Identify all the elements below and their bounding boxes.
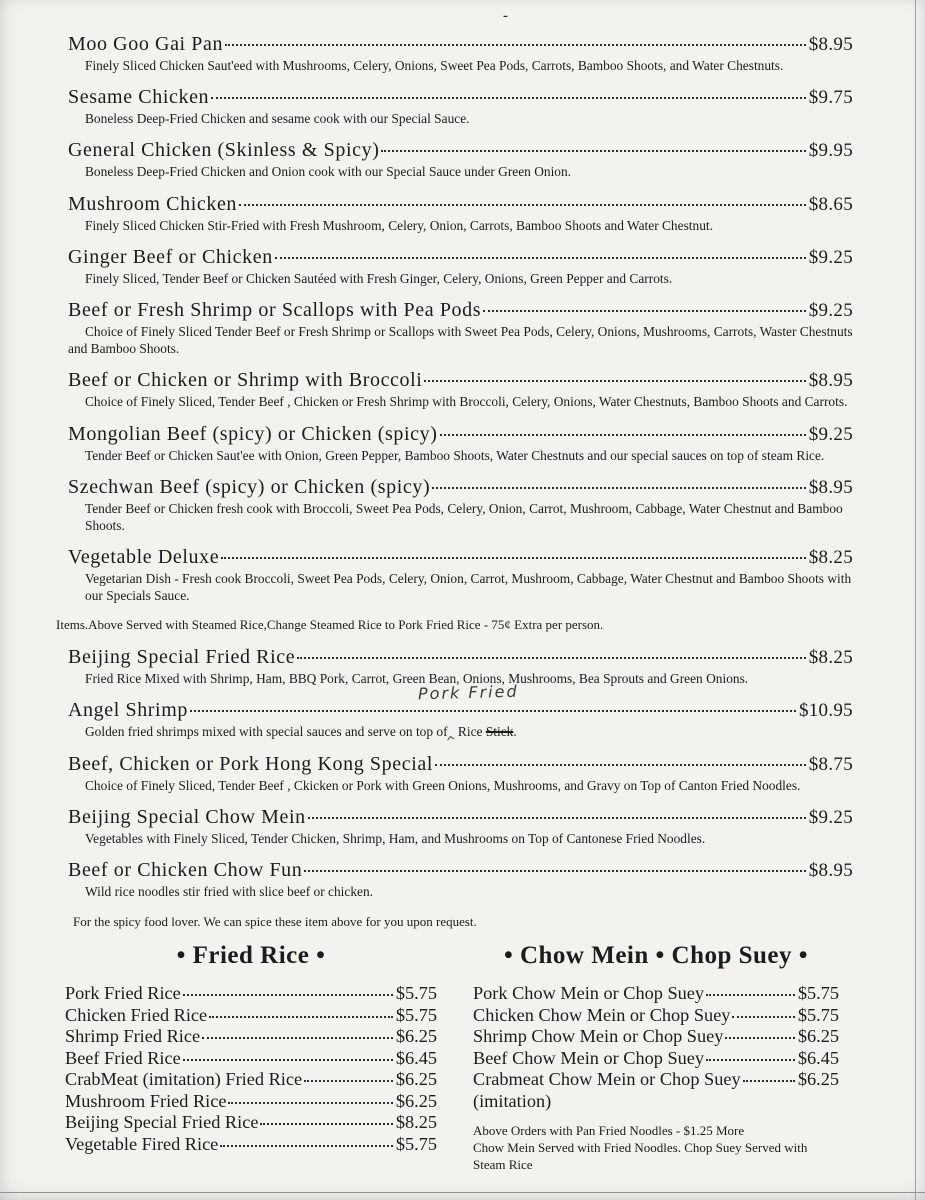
dot-leader (732, 1016, 794, 1018)
chow-mein-list (473, 983, 839, 1112)
item-price: $6.25 (395, 1069, 437, 1089)
price-row (473, 1005, 839, 1027)
dot-leader (202, 1037, 393, 1039)
entree-title-line (68, 33, 853, 56)
dot-leader (432, 487, 806, 489)
item-name: Pork Fried Rice (65, 983, 181, 1003)
bottom-sections (65, 942, 839, 1173)
entree-row (68, 806, 853, 847)
price-row (473, 1069, 839, 1091)
item-name: Mushroom Fried Rice (65, 1090, 227, 1111)
dot-leader (220, 1145, 393, 1147)
entree-price: $8.75 (808, 754, 853, 776)
insert-caret-mark: ^ (444, 733, 458, 751)
entree-description: Boneless Deep-Fried Chicken and Onion cook with our Special Sauce under Green Onion. (85, 164, 572, 180)
price-row (65, 1048, 437, 1070)
entree-row (68, 681, 853, 751)
item-price: $6.25 (395, 1090, 437, 1111)
imitation-note: (imitation) (473, 1090, 552, 1111)
entree-name: Beef or Fresh Shrimp or Scallops with Pea Pods (68, 299, 482, 322)
dot-leader (304, 870, 805, 872)
entree-description: Tender Beef or Chicken fresh cook with Broccoli, Sweet Pea Pods, Celery, Onion, Carrot, Mushroom, Cabbage, Water Chestnut and Bamboo Shoots. (85, 500, 843, 534)
item-name: Beef Chow Mein or Chop Suey (473, 1047, 705, 1068)
dot-leader (275, 257, 806, 259)
price-row (473, 1048, 839, 1070)
entree-row (68, 299, 853, 357)
item-price: $6.45 (395, 1047, 437, 1068)
item-name: CrabMeat (imitation) Fried Rice (65, 1069, 303, 1089)
entree-price: $9.25 (808, 423, 853, 445)
entree-row (68, 753, 853, 794)
entree-name: Beijing Special Fried Rice (68, 645, 296, 668)
column-note: Chow Mein Served with Fried Noodles. Chop Suey Served with Steam Rice (473, 1140, 808, 1172)
dot-leader (424, 380, 805, 382)
menu-note: Items.Above Served with Steamed Rice,Change Steamed Rice to Pork Fried Rice - 75¢ Extra per person. (56, 616, 604, 632)
entree-name: Beef or Chicken or Shrimp with Broccoli (68, 369, 423, 392)
price-row (65, 1026, 437, 1048)
price-row (65, 1091, 437, 1113)
entree-description: Choice of Finely Sliced Tender Beef or Fresh Shrimp or Scallops with Sweet Pea Pods, Celery, Onions, Mushrooms, Carrots, Waster Chestnuts and Bamboo Shoots. (68, 324, 853, 357)
chow-mein-title: • Chow Mein • Chop Suey • (503, 942, 809, 969)
dot-leader (260, 1123, 392, 1125)
item-price: $6.45 (797, 1047, 839, 1068)
item-price: $5.75 (395, 1004, 437, 1025)
entree-description: Finely Sliced Chicken Stir-Fried with Fresh Mushroom, Celery, Onion, Carrots, Bamboo Shoots and Water Chestnut. (85, 217, 713, 233)
item-name: Vegetable Fired Rice (65, 1133, 219, 1154)
dot-leader (725, 1037, 795, 1039)
dot-leader (381, 150, 805, 152)
entree-description: Vegetarian Dish - Fresh cook Broccoli, Sweet Pea Pods, Celery, Onion, Carrot, Mushroom, Cabbage, Water Chestnut and Bamboo Shoots with our Specials Sauce. (85, 571, 852, 604)
entree-name: Moo Goo Gai Pan (68, 33, 224, 55)
entree-title-line (68, 646, 853, 669)
menu-note: For the spicy food lover. We can spice these item above for you upon request. (73, 913, 477, 929)
entree-price: $9.75 (808, 87, 853, 109)
section-fried-rice (65, 942, 437, 1173)
item-name: Chicken Fried Rice (65, 1004, 208, 1025)
entree-name: Vegetable Deluxe (68, 546, 220, 569)
entree-name: Mushroom Chicken (68, 192, 238, 215)
dot-leader (183, 994, 393, 996)
entree-row (68, 423, 853, 464)
item-price: $5.75 (797, 983, 839, 1003)
entree-description: Vegetables with Finely Sliced, Tender Chicken, Shrimp, Ham, and Mushrooms on Top of Cantonese Fried Noodles. (85, 831, 706, 847)
entree-title-line (68, 806, 853, 829)
entree-name: Angel Shrimp (68, 698, 188, 721)
entree-name: Sesame Chicken (68, 86, 210, 109)
dot-leader (304, 1080, 393, 1082)
dot-leader (225, 44, 806, 46)
entree-title-line (68, 369, 853, 392)
entree-price: $8.95 (808, 34, 853, 55)
entree-description: Wild rice noodles stir fried with slice beef or chicken. (85, 884, 374, 900)
entree-name: Szechwan Beef (spicy) or Chicken (spicy) (68, 475, 431, 498)
item-name: Chicken Chow Mein or Chop Suey (473, 1004, 731, 1025)
item-price: $6.25 (395, 1026, 437, 1046)
entree-price: $8.65 (808, 193, 853, 215)
dot-leader (440, 434, 806, 436)
price-row (65, 1134, 437, 1156)
item-price: $8.25 (395, 1112, 437, 1132)
item-price: $5.75 (797, 1004, 839, 1025)
dot-leader (228, 1102, 392, 1104)
entree-title-line (68, 476, 853, 499)
entree-name: Beef or Chicken Chow Fun (68, 859, 303, 882)
item-price: $5.75 (395, 1133, 437, 1154)
entree-description: Finely Sliced Chicken Saut'eed with Mushrooms, Celery, Onions, Sweet Pea Pods, Carrots, Bamboo Shoots, and Water Chestnuts. (85, 58, 784, 73)
entree-row (68, 246, 853, 287)
entree-row (68, 33, 853, 74)
entree-row (68, 476, 853, 534)
entree-title-line (68, 546, 853, 569)
entree-name: General Chicken (Skinless & Spicy) (68, 139, 380, 162)
entree-description: Boneless Deep-Fried Chicken and sesame cook with our Special Sauce. (85, 111, 470, 127)
entree-price: $8.25 (808, 646, 853, 668)
entree-row (68, 859, 853, 900)
chow-mein-notes (473, 1122, 839, 1173)
entree-name: Beijing Special Chow Mein (68, 806, 306, 829)
item-name: Shrimp Fried Rice (65, 1026, 201, 1046)
entree-title-line (68, 423, 853, 446)
item-name: Beef Fried Rice (65, 1047, 181, 1068)
entree-description: Finely Sliced, Tender Beef or Chicken Sautéed with Fresh Ginger, Celery, Onions, Green Pepper and Carrots. (85, 270, 673, 286)
entree-title-line (68, 699, 853, 722)
entree-name: Ginger Beef or Chicken (68, 245, 273, 268)
page-number-mark: - (503, 8, 508, 24)
entree-name: Mongolian Beef (spicy) or Chicken (spicy) (68, 422, 438, 445)
fried-rice-title: • Fried Rice • (176, 942, 326, 969)
item-name: Crabmeat Chow Mein or Chop Suey (473, 1069, 741, 1089)
entree-name: Beef, Chicken or Pork Hong Kong Special (68, 753, 434, 776)
entree-description: Fried Rice Mixed with Shrimp, Ham, BBQ Pork, Carrot, Green Bean, Onions, Mushrooms, Bea Sprouts and Green Onions. (85, 670, 749, 686)
dot-leader (483, 310, 806, 312)
entree-price: $8.95 (808, 476, 853, 498)
entree-price: $9.25 (808, 300, 853, 322)
column-note: Above Orders with Pan Fried Noodles - $1.25 More (473, 1123, 745, 1138)
entree-title-line (68, 753, 853, 776)
strikethrough-word: Stick (485, 723, 514, 739)
item-price: $5.75 (395, 983, 437, 1003)
entree-description: Golden fried shrimps mixed with special sauces and serve on top of^ Rice Stick. (85, 723, 517, 751)
entree-row (68, 646, 853, 687)
dot-leader (209, 1016, 393, 1018)
price-row (473, 1026, 839, 1048)
entree-price: $8.95 (808, 370, 853, 392)
handwritten-annotation: Pork Fried (417, 681, 519, 704)
entree-row (68, 139, 853, 180)
item-price: $6.25 (797, 1026, 839, 1046)
item-name: Shrimp Chow Mein or Chop Suey (473, 1026, 724, 1046)
price-row (65, 1005, 437, 1027)
price-row (65, 1112, 437, 1134)
entree-title-line (68, 139, 853, 162)
entree-price: $9.25 (808, 246, 853, 268)
entree-row (68, 546, 853, 604)
entree-section (56, 33, 853, 943)
dot-leader (435, 764, 806, 766)
dot-leader (190, 710, 796, 712)
entree-price: $8.25 (808, 547, 853, 569)
item-name: Pork Chow Mein or Chop Suey (473, 983, 705, 1003)
entree-row (68, 369, 853, 410)
dot-leader (221, 557, 806, 559)
entree-description: Choice of Finely Sliced, Tender Beef , Ckicken or Pork with Green Onions, Mushrooms, and Gravy on Top of Canton Fried Noodles. (85, 778, 801, 794)
dot-leader (239, 204, 806, 206)
dot-leader (706, 994, 795, 996)
dot-leader (297, 657, 806, 659)
dot-leader (706, 1059, 795, 1061)
fried-rice-list (65, 983, 437, 1155)
entree-price: $9.95 (808, 140, 853, 162)
dot-leader (743, 1080, 795, 1082)
item-name: Beijing Special Fried Rice (65, 1112, 259, 1132)
entree-title-line (68, 246, 853, 269)
entree-price: $10.95 (798, 699, 853, 721)
entree-row (68, 86, 853, 127)
entree-title-line (68, 859, 853, 882)
dot-leader (183, 1059, 393, 1061)
price-row (65, 983, 437, 1005)
section-chow-mein-chop-suey (473, 942, 839, 1173)
entree-price: $8.95 (808, 860, 853, 882)
price-row (473, 983, 839, 1005)
price-row (65, 1069, 437, 1091)
dot-leader (211, 97, 806, 99)
entree-title-line (68, 86, 853, 109)
dot-leader (308, 817, 806, 819)
entree-row (68, 193, 853, 234)
entree-description: Tender Beef or Chicken Saut'ee with Onion, Green Pepper, Bamboo Shoots, Water Chestnuts and our special sauces on top of steam Rice. (85, 447, 825, 463)
entree-description: Choice of Finely Sliced, Tender Beef , Chicken or Fresh Shrimp with Broccoli, Celery, Onions, Water Chestnuts, Bamboo Shoots and Carrots. (85, 394, 848, 410)
item-price: $6.25 (797, 1069, 839, 1089)
entree-title-line (68, 193, 853, 216)
entree-price: $9.25 (808, 807, 853, 829)
entree-title-line (68, 299, 853, 322)
